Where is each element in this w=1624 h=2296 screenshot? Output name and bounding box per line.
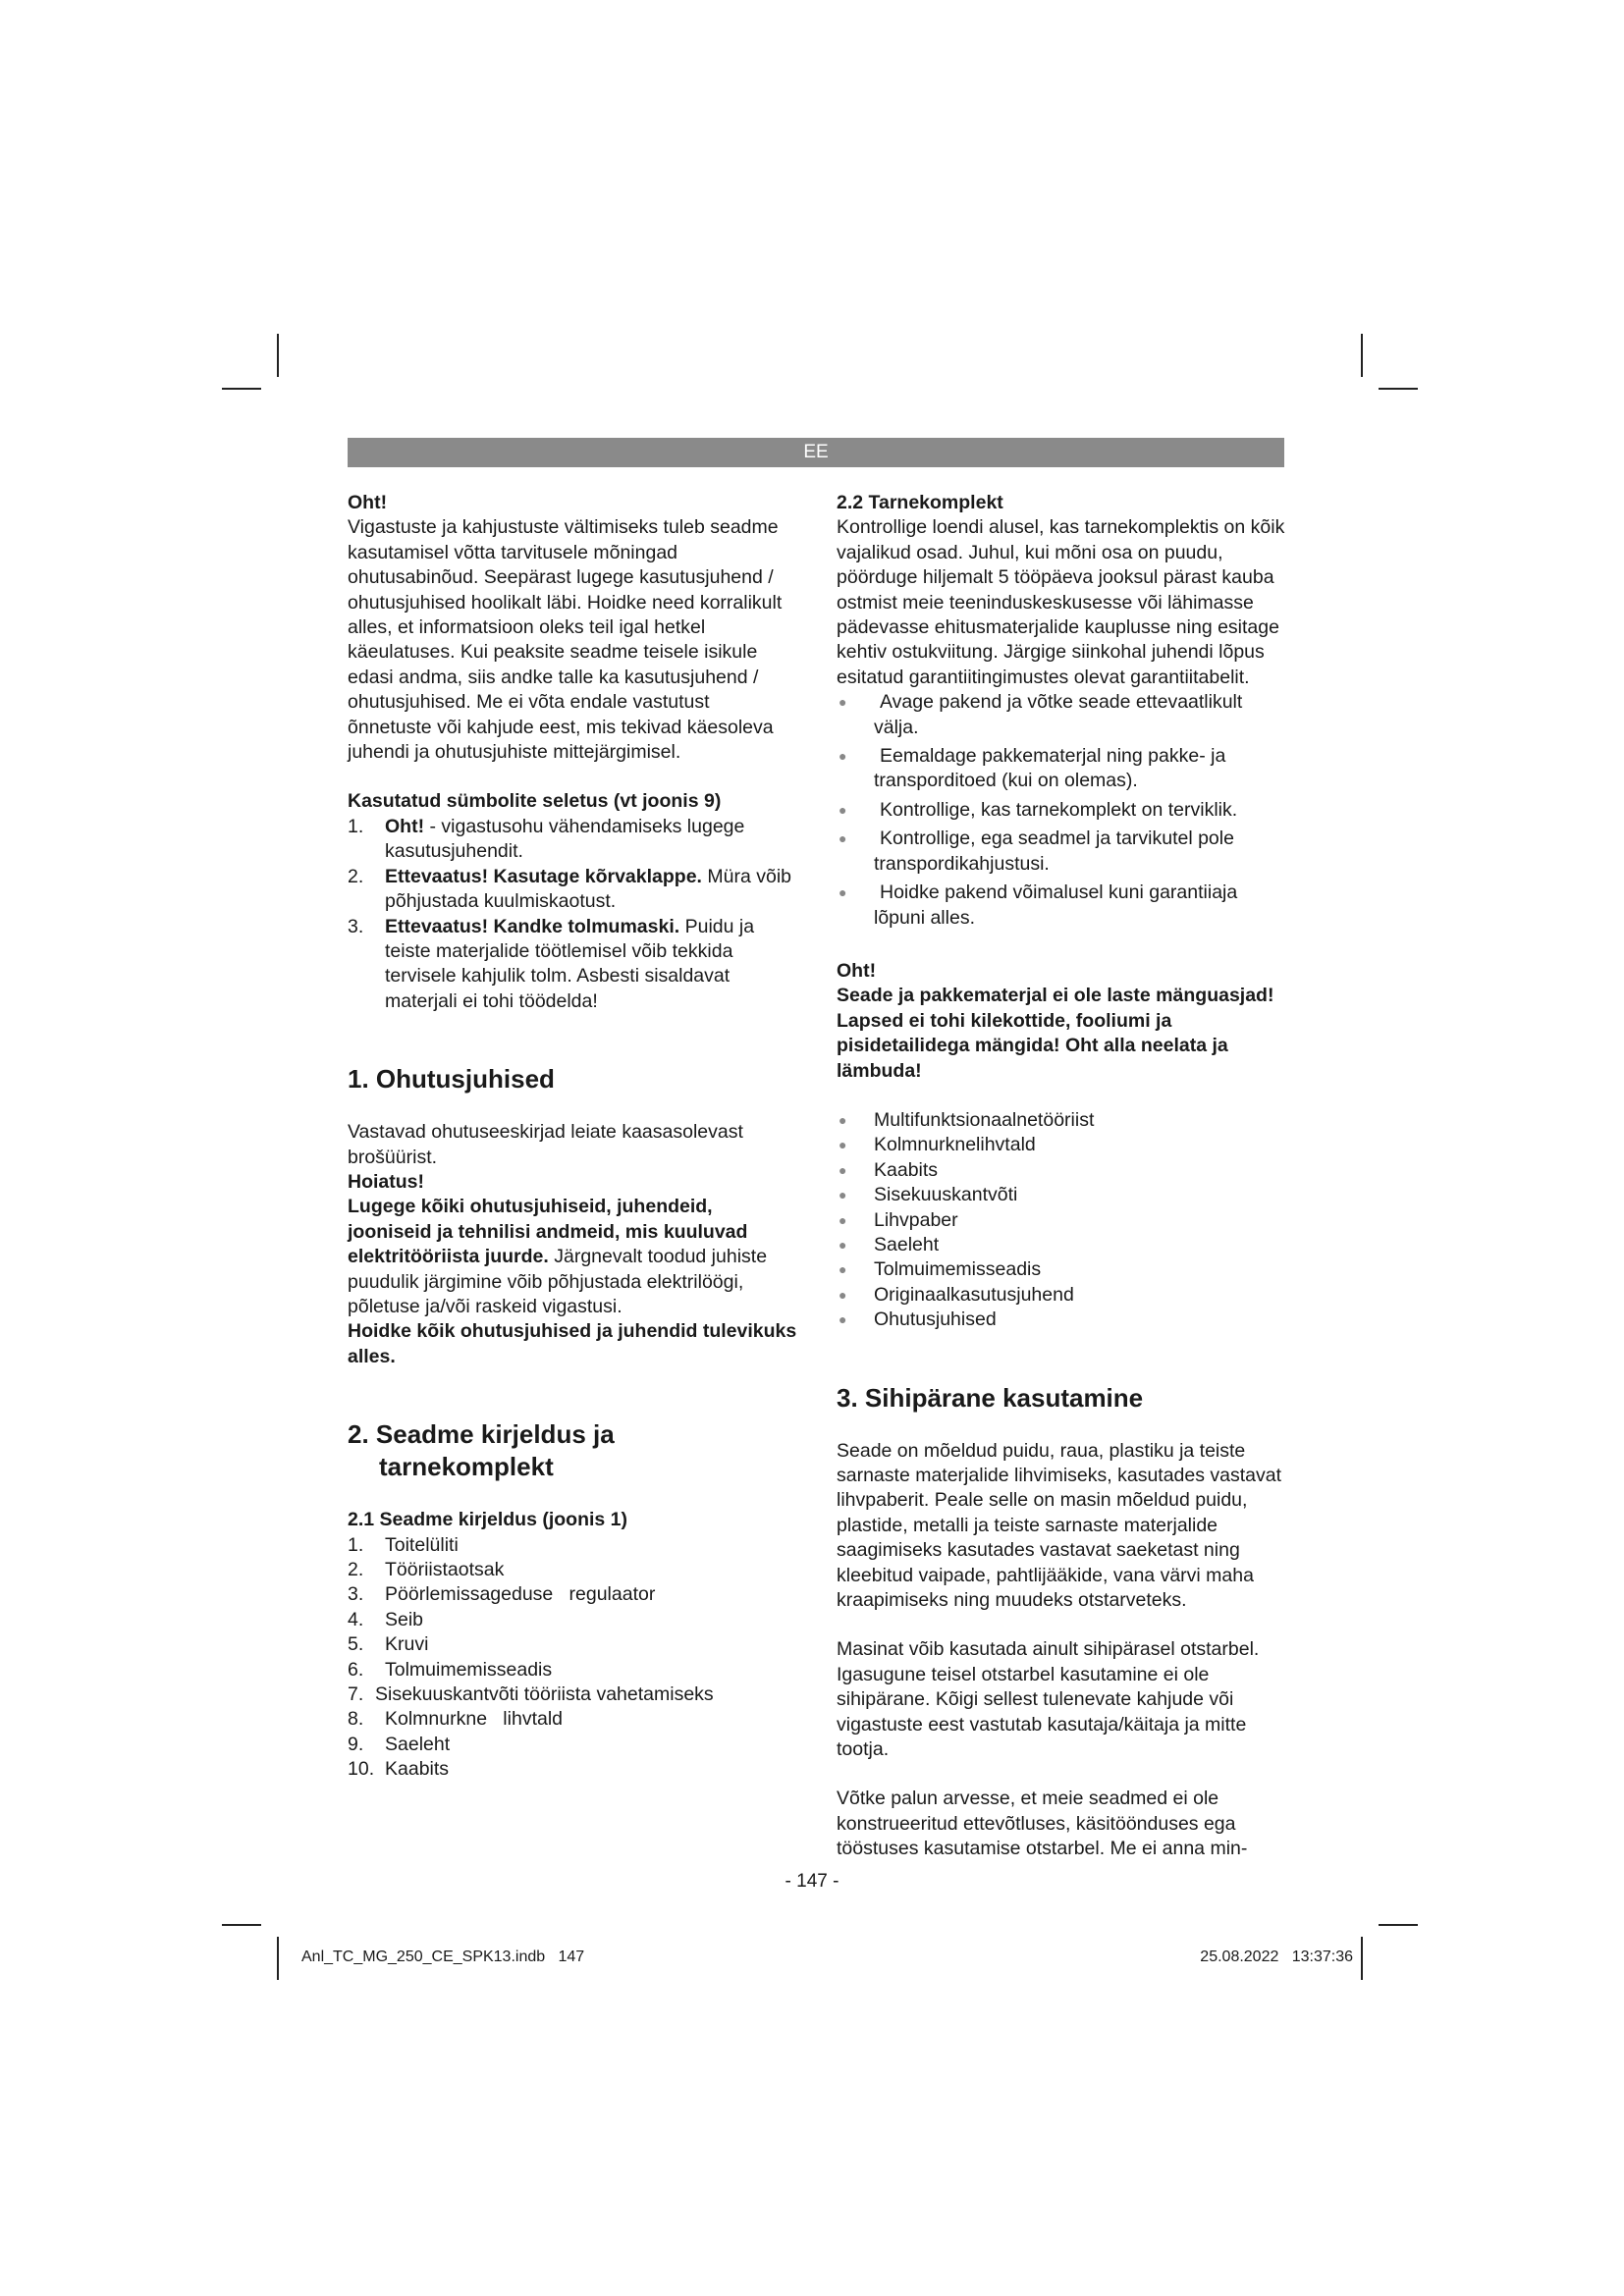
list-item: ● Lihvpaber bbox=[837, 1208, 1286, 1233]
list-item: ● Tolmuimemisseadis bbox=[837, 1257, 1286, 1282]
list-item: ● Avage pakend ja võtke seade ettevaatlikult välja. bbox=[837, 690, 1286, 740]
unpacking-steps bbox=[837, 690, 1286, 931]
intended-use-paragraph-2: Masinat võib kasutada ainult sihipärasel otstarbel. Igasugune teisel otstarbel kasutamine ei ole sihipärane. Kõigi sellest tulenevate kahjude või vigastuste eest vastutab kasutaja/käitaja ja mitte tootja. bbox=[837, 1638, 1260, 1761]
list-item: ● Saeleht bbox=[837, 1233, 1286, 1257]
danger-title-2: Oht! bbox=[837, 959, 877, 982]
list-item: 3. Pöörlemissageduse regulaator bbox=[348, 1583, 656, 1606]
crop-mark-top-left-horizontal bbox=[222, 388, 261, 390]
language-code: EE bbox=[803, 442, 829, 462]
list-item: ● Kontrollige, kas tarnekomplekt on terviklik. bbox=[837, 798, 1286, 823]
delivery-text: Kontrollige loendi alusel, kas tarnekomplektis on kõik vajalikud osad. Juhul, kui mõni osa on puudu, pöörduge hiljemalt 5 tööpäeva jooksul pärast kauba ostmist meie teeninduskeskusesse või lähimasse pädevasse ehitusmaterjalide kauplusse ning esitage kehtiv ostukviitung. Järgige siinkohal juhendi lõpus esitatud garantiitingimustes olevat garantiitabelit. bbox=[837, 516, 1285, 688]
list-item: ● Multifunktsionaalnetööriist bbox=[837, 1108, 1286, 1133]
footer-datetime: 25.08.2022 13:37:36 bbox=[1200, 1949, 1353, 1965]
list-item: 1. Toitelüliti bbox=[348, 1533, 459, 1556]
symbol-item: 2. Ettevaatus! Kasutage kõrvaklappe. Müra võib põhjustada kuulmiskaotust. bbox=[348, 865, 792, 913]
list-item: 2. Tööriistaotsak bbox=[348, 1559, 505, 1580]
crop-mark-bottom-left-horizontal bbox=[222, 1924, 261, 1926]
section-2-heading: 2. Seadme kirjeldus ja tarnekomplekt bbox=[348, 1419, 615, 1482]
list-item: 4. Seib bbox=[348, 1608, 424, 1630]
left-column bbox=[348, 491, 797, 1783]
danger-text-2: Seade ja pakkematerjal ei ole laste mänguasjad! Lapsed ei tohi kilekottide, fooliumi ja pisidetailidega mängida! Oht alla neelata ja lämbuda! bbox=[837, 985, 1274, 1082]
section-2-1-heading: 2.1 Seadme kirjeldus (joonis 1) bbox=[348, 1509, 628, 1531]
symbol-item: 1. Oht! - vigastusohu vähendamiseks lugege kasutusjuhendit. bbox=[348, 815, 745, 863]
right-column bbox=[837, 491, 1286, 1862]
list-item: ● Sisekuuskantvõti bbox=[837, 1183, 1286, 1207]
list-item: ● Hoidke pakend võimalusel kuni garantiiaja lõpuni alles. bbox=[837, 881, 1286, 931]
section-2-2-heading: 2.2 Tarnekomplekt bbox=[837, 492, 1003, 513]
crop-mark-top-left-vertical bbox=[277, 334, 279, 377]
symbol-item: 3. Ettevaatus! Kandke tolmumaski. Puidu ja teiste materjalide töötlemisel võib tekkida tervisele kahjulik tolm. Asbesti sisaldavat materjali ei tohi töödelda! bbox=[348, 915, 755, 1012]
symbols-title: Kasutatud sümbolite seletus (vt joonis 9) bbox=[348, 790, 722, 813]
list-item: ● Kontrollige, ega seadmel ja tarvikutel pole transpordikahjustusi. bbox=[837, 827, 1286, 877]
warning-title: Hoiatus! bbox=[348, 1170, 424, 1193]
list-item: ● Ohutusjuhised bbox=[837, 1308, 1286, 1332]
list-item: 7. Sisekuuskantvõti tööriista vahetamiseks bbox=[348, 1683, 714, 1706]
list-item: ● Kolmnurknelihvtald bbox=[837, 1133, 1286, 1157]
delivery-contents-list bbox=[837, 1108, 1286, 1333]
section-3-heading: 3. Sihipärane kasutamine bbox=[837, 1382, 1144, 1413]
list-item: 9. Saeleht bbox=[348, 1733, 451, 1755]
crop-mark-bottom-right-vertical bbox=[1361, 1937, 1363, 1980]
list-item: 10. Kaabits bbox=[348, 1758, 450, 1781]
list-item: ● Originaalkasutusjuhend bbox=[837, 1283, 1286, 1308]
symbols-list bbox=[348, 815, 797, 1014]
section-1-heading: 1. Ohutusjuhised bbox=[348, 1064, 555, 1095]
danger-title: Oht! bbox=[348, 492, 388, 513]
danger-text: Vigastuste ja kahjustuste vältimiseks tuleb seadme kasutamisel võtta tarvitusele mõningad ohutusabinõud. Seepärast lugege kasutusjuhend / ohutusjuhised hoolikalt läbi. Hoidke need korralikult alles, et informatsioon oleks teil igal hetkel käeulatuses. Kui peaksite seadme teisele isikule edasi andma, siis andke talle ka kasutusjuhend / ohutusjuhised. Me ei võta endale vastutust õnnetuste või kahjude eest, mis tekivad käesoleva juhendi ja ohutusjuhiste mittejärgimisel. bbox=[348, 516, 783, 764]
list-item: 6. Tolmuimemisseadis bbox=[348, 1658, 553, 1681]
intended-use-paragraph-1: Seade on mõeldud puidu, raua, plastiku ja teiste sarnaste materjalide lihvimiseks, kasutades vastavat lihvpaberit. Peale selle on masin mõeldud puidu, plastide, metalli ja teiste sarnaste materjalide saagimiseks kasutades vastavat saeketast ning kleebitud vaipade, pahtlijääkide, vana värvi maha kraapimiseks ning muudeks otstarveteks. bbox=[837, 1439, 1282, 1612]
crop-mark-bottom-left-vertical bbox=[277, 1937, 279, 1980]
list-item: 5. Kruvi bbox=[348, 1633, 429, 1656]
footer-filename: Anl_TC_MG_250_CE_SPK13.indb 147 bbox=[301, 1949, 585, 1965]
language-header-bar bbox=[348, 438, 1284, 467]
warning-text: Lugege kõiki ohutusjuhiseid, juhendeid, jooniseid ja tehnilisi andmeid, mis kuuluvad elektritööriista juurde. Järgnevalt toodud juhiste puudulik järgimine võib põhjustada elektrilöögi, põletuse ja/või raskeid vigastusi. bbox=[348, 1196, 768, 1317]
list-item: ● Eemaldage pakkematerjal ning pakke- ja transporditoed (kui on olemas). bbox=[837, 744, 1286, 794]
list-item: 8. Kolmnurkne lihvtald bbox=[348, 1708, 564, 1731]
device-parts-list bbox=[348, 1533, 797, 1783]
list-item: ● Kaabits bbox=[837, 1158, 1286, 1183]
section-1-intro: Vastavad ohutuseeskirjad leiate kaasasolevast brošüürist. bbox=[348, 1121, 743, 1168]
intended-use-paragraph-3: Võtke palun arvesse, et meie seadmed ei ole konstrueeritud ettevõtluses, käsitöönduses ega tööstuses kasutamise otstarbel. Me ei anna min- bbox=[837, 1788, 1248, 1860]
page-number: - 147 - bbox=[785, 1871, 839, 1892]
crop-mark-top-right-vertical bbox=[1361, 334, 1363, 377]
crop-mark-bottom-right-horizontal bbox=[1379, 1924, 1418, 1926]
crop-mark-top-right-horizontal bbox=[1379, 388, 1418, 390]
keep-instructions: Hoidke kõik ohutusjuhised ja juhendid tulevikuks alles. bbox=[348, 1320, 797, 1367]
